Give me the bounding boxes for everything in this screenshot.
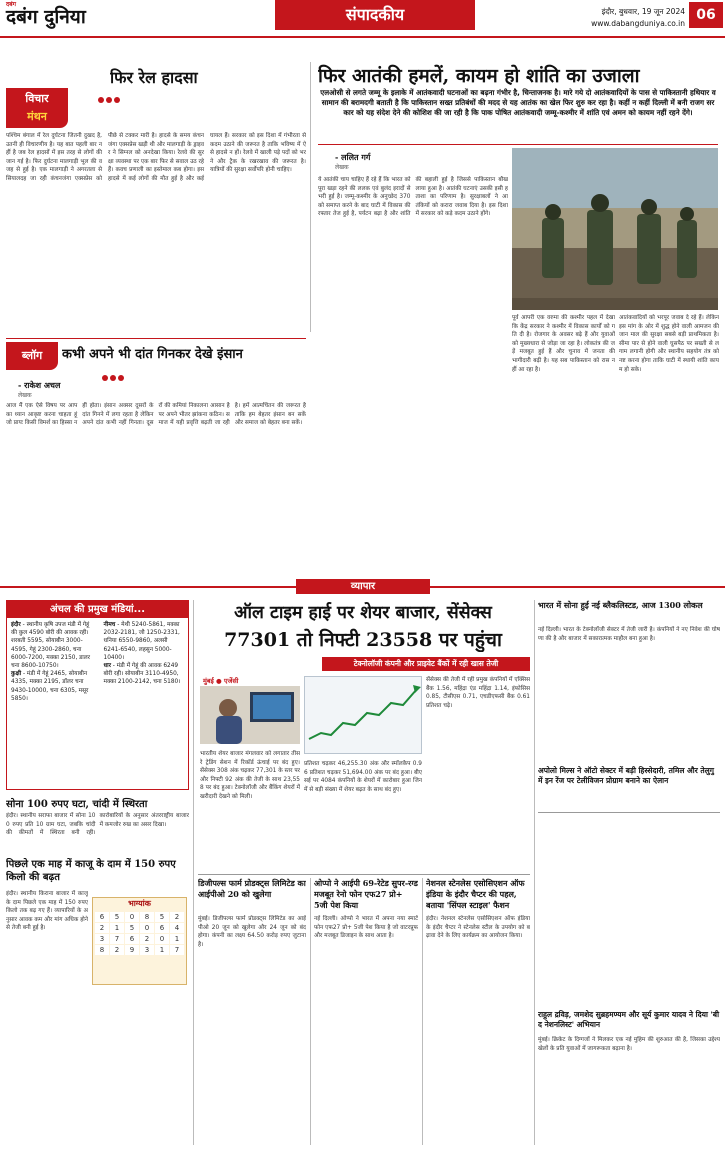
- right-col-subhead-2: राहुल द्रविड़, जमशेद सुब्रहमण्यम और सूर्य कुमार यादव ने दिया 'बी द नेशनलिस्ट' अभियान: [538, 1010, 720, 1029]
- right-col-body: नई दिल्ली। भारत के टेक्नोलॉजी सेक्टर में तेजी जारी है। कंपनियों ने नए निवेश की घोषणा की है और बाजार में सकारात्मक माहौल बना हुआ है।: [538, 627, 720, 642]
- bhav-cell: 2: [170, 912, 184, 922]
- blog-body: आज मैं एक ऐसे विषय पर आपका ध्यान आकृष्ट करना चाहता हूं जो प्रायः किसी विमर्श का हिस्सा नहीं होता। इंसान अक्सर दूसरों के दांत गिनने में लगा रहता है लेकिन अपने दांत कभी नहीं गिनता। दूसरों की कमियां निकालना आसान है पर अपने भीतर झांकना कठिन। समाज में यही प्रवृत्ति बढ़ती जा रही है। हमें आत्मचिंतन की जरूरत है ताकि हम बेहतर इंसान बन सकें और समाज को बेहतर बना सकें।: [6, 403, 306, 427]
- blog-author-name: - राकेश अचल: [18, 381, 61, 390]
- right-col-subhead-1: अपोलो मिल्स ने ऑटो सेक्टर में बड़ी हिस्सेदारी, तमिल और तेलुगु में इन रेंज पर टेलीविजन प्रोग्राम बनाने का ऐलान: [538, 766, 714, 785]
- market-dateline: मुंबई ● एजेंसी: [203, 677, 239, 685]
- right-col-body-2: मुंबई। क्रिकेट के दिग्गजों ने मिलकर एक नई मुहिम की शुरुआत की है, जिसका उद्देश्य खेलों के प्रति युवाओं में जागरूकता बढ़ाना है।: [538, 1037, 720, 1052]
- blog-headline: कभी अपने भी दांत गिनकर देखे इंसान: [62, 347, 243, 362]
- market-body-col1: भारतीय शेयर बाजार मंगलवार को लगातार तीसरे ट्रेडिंग सेशन में रिकॉर्ड ऊंचाई पर बंद हुए। सेंसेक्स 308 अंक चढ़कर 77,301 के स्तर पर और निफ्टी 92 अंक की तेजी के साथ 23,558 पर बंद हुआ। टेक्नोलॉजी और बैंकिंग शेयरों में खरीदारी देखने को मिली।: [200, 751, 300, 800]
- mandi-box: [6, 600, 189, 790]
- mandi-title: अंचल की प्रमुख मंडियां...: [7, 601, 188, 618]
- bhav-cell: 8: [140, 912, 154, 922]
- bhav-cell: 7: [170, 945, 184, 955]
- bhav-cell: 0: [140, 923, 154, 933]
- bhav-cell: 6: [125, 934, 139, 944]
- gold-headline: सोना 100 रुपए घटा, चांदी में स्थिरता: [6, 799, 148, 810]
- bhav-cell: 2: [110, 945, 124, 955]
- lead-rule: [318, 144, 718, 145]
- mandi-entry: [100, 621, 189, 662]
- blog-rule: [6, 338, 306, 339]
- blog-badge: ब्लॉग: [6, 342, 58, 370]
- lead-deck: एलओसी से लगते जम्मू के इलाके में आतंकवादी घटनाओं का बढ़ना गंभीर है, चिन्ताजनक है। मारे गये दो आतंकवादियों के पास से पाकिस्तानी हथियार व सामान की बरामदगी बताती है कि पाकिस्तान सख्त प्रतिबंधों की मदद से यह आतंक का खेल फिर शुरु कर रहा है। कहीं न कहीं दिल्ली में बनी राजग सरकार को यह संदेश देने की कोशिश की जा रही है कि पाक पोषित आतंकवादी जम्मू-कश्मीर में शांति एवं अमन को कायम नहीं रहने देंगे।: [320, 88, 716, 118]
- bhav-cell: 9: [125, 945, 139, 955]
- brand-logo: [6, 3, 86, 29]
- lead-headline: फिर आतंकी हमलें, कायम हो शांति का उजाला: [318, 65, 640, 87]
- bhav-cell: 1: [110, 923, 124, 933]
- news-body: मुंबई। डिजीपल्स फार्म प्रोडक्ट्स लिमिटेड का आईपीओ 20 जून को खुलेगा और 24 जून को बंद होगा। कंपनी का लक्ष्य 64.50 करोड़ रुपए जुटाना है।: [198, 916, 306, 948]
- masthead: [0, 0, 725, 38]
- lead-body-col3: आतंकवादियों को भरपूर जवाब दे रहे हैं। लेकिन इस मांग के ओर में शुद्ध होने वाली आमजन की जान माल की सुरक्षा सबसे बड़ी प्राथमिकता है। सीमा पार से होने वाली घुसपैठ पर सख्ती से लगाम लगानी होगी और स्थानीय सहयोग तंत्र को नष्ट करना होगा ताकि घाटी में स्थायी शांति कायम हो सके।: [619, 315, 719, 373]
- date-text: इंदौर, बुधवार, 19 जून 2024: [601, 7, 685, 16]
- column-divider: [310, 878, 311, 1145]
- news-body: नई दिल्ली। ओप्पो ने भारत में अपना नया स्मार्टफोन एफ27 प्रो+ 5जी पेश किया है जो वाटरप्रूफ और मजबूत डिजाइन के साथ आता है।: [314, 916, 418, 940]
- bhav-cell: 7: [110, 934, 124, 944]
- market-body-col2: प्रतिशत चढ़कर 46,255.30 अंक और स्मॉलकैप 0.96 प्रतिशत चढ़कर 51,694.00 अंक पर बंद हुआ। बीएसई पर 4084 कंपनियों के शेयरों में कारोबार हुआ जिनमें से बड़ी संख्या में शेयर बढ़त के साथ बंद हुए।: [304, 761, 422, 793]
- bhav-title: भाग्यांक: [128, 899, 151, 908]
- bhav-grid: [93, 910, 186, 957]
- lead-author-role: लेखक: [335, 164, 349, 171]
- vyapar-section-label: व्यापार: [296, 579, 430, 594]
- market-subhead: टेक्नोलॉजी कंपनी और प्राइवेट बैंकों में रही खास तेजी: [322, 657, 530, 671]
- lead-body-col2: पूर्व आपरी एक वरुमा की कश्मीर पहल में देखा कि केंद्र सरकार ने कश्मीर में विकास कार्यों को गति दी है। रोजगार के अवसर बढ़े हैं और युवाओं को मुख्यधारा से जोड़ा जा रहा है। लोकतंत्र की जड़ें मजबूत हुई हैं और चुनाव में जनता की भागीदारी बढ़ी है। यह सब पाकिस्तान को रास नहीं आ रहा है।: [512, 315, 615, 373]
- vichar-manthan-badge: [6, 88, 68, 128]
- cashew-body: इंदौर। स्थानीय किराना बाजार में काजू के दाम पिछले एक माह में 150 रुपए किलो तक बढ़ गए हैं। व्यापारियों के अनुसार आवक कम और मांग अधिक होने से तेजी बनी हुई है।: [6, 891, 88, 932]
- market-headline-1: ऑल टाइम हाई पर शेयर बाजार, सेंसेक्स: [234, 603, 492, 623]
- market-chart-illustration: [305, 677, 422, 754]
- page-number: 06: [689, 2, 723, 28]
- bhav-cell: 3: [95, 934, 109, 944]
- bhav-cell: 6: [155, 923, 169, 933]
- market-body-col3: सेंसेक्स की तेजी में रही प्रमुख कंपनियों में एक्सिस बैंक 1.56, महिंद्रा एंड महिंद्रा 1.14, इंफोसिस 0.85, टीसीएस 0.71, एचडीएफसी बैंक 0.61 प्रतिशत चढ़े।: [426, 677, 530, 709]
- mandi-entry-text: - मंडी में गेहूं 2465, सोयाबीन 4335, मक्का 2195, डॉलर चना 9430-10000, चना 6305, मसूर 5850।: [11, 671, 89, 702]
- lead-author-name: - ललित गर्ग: [335, 153, 371, 162]
- bhav-cell: 8: [95, 945, 109, 955]
- trader-photo: [200, 686, 300, 744]
- market-chart-graphic: [304, 676, 422, 754]
- mandi-list: [7, 618, 188, 786]
- editorial-body: पश्चिम बंगाल में रेल दुर्घटना जितनी दुखद है, उतनी ही विचारणीय है। यह बात पहली बार नहीं है जब रेल हादसों में इस तरह से लोगों की जान गई है। फिर दुर्घटना मालगाड़ी भूल की वजह से हुई है। एक मालगाड़ी ने अगरतला से सियालदह जा रही कंचनजंगा एक्सप्रेस को पीछे से टक्कर मारी है। हादसे के समय कंचनजंगा एक्सप्रेस खड़ी थी और मालगाड़ी के ड्राइवर ने सिग्नल को अनदेखा किया। रेलवे की सुरक्षा व्यवस्था पर एक बार फिर से सवाल उठ रहे हैं। कवच प्रणाली का इस्तेमाल कब होगा। इस हादसे में कई लोगों की मौत हुई है और कई घायल हैं। सरकार को इस दिशा में गंभीरता से कदम उठाने की जरूरत है ताकि भविष्य में ऐसे हादसे न हों। रेलवे में खाली पड़े पदों को भरने और ट्रैक के रखरखाव की जरूरत है। यात्रियों की सुरक्षा सर्वोपरि होनी चाहिए।: [6, 133, 306, 182]
- column-divider: [310, 62, 311, 332]
- mandi-entry-name: इंदौर: [11, 622, 21, 628]
- mandi-entry-name: कुक्षी: [11, 671, 22, 678]
- blog-author-role: लेखक: [18, 392, 32, 399]
- mandi-entry: [100, 662, 189, 687]
- brand-tagline: दबंग: [6, 1, 16, 8]
- mandi-entry-text: - मेथी 5240-5861, मक्का 2032-2181, जौ 1250-2331, धनिया 6550-9860, अलसी 6241-6540, लहसुन 5000-10400।: [103, 622, 180, 661]
- mandi-entry-text: - मंडी में गेहूं की आवक 6249 बोरी रही। सोयाबीन 3110-4950, मक्का 2100-2142, चना 5180।: [103, 663, 181, 686]
- editorial-divider-dots: [98, 88, 122, 94]
- right-col-headline: भारत में सोना हुई नई ब्लैकलिस्टड, आज 1300 लोकल: [538, 600, 703, 610]
- news-rule: [198, 874, 530, 875]
- website-text: www.dabangduniya.co.in: [591, 19, 685, 28]
- bhav-cell: 0: [125, 912, 139, 922]
- lead-author: [335, 152, 370, 171]
- bhav-cell: 0: [155, 934, 169, 944]
- market-headline-2: 77301 तो निफ्टी 23558 पर पहुंचा: [224, 629, 502, 651]
- news-headline: डिजीपल्स फार्म प्रोडक्ट्स लिमिटेड का आईपीओ 20 को खुलेगा: [198, 878, 306, 899]
- bhav-cell: 5: [110, 912, 124, 922]
- column-divider: [193, 600, 194, 1145]
- editorial-headline: फिर रेल हादसा: [110, 68, 198, 87]
- bhav-cell: 5: [155, 912, 169, 922]
- gold-body: इंदौर। स्थानीय सराफा बाजार में सोना 100 रुपए प्रति 10 ग्राम घटा, जबकि चांदी की कीमतों में स्थिरता बनी रही। कारोबारियों के अनुसार अंतरराष्ट्रीय बाजार में कमजोर रुख का असर दिखा।: [6, 813, 189, 837]
- mandi-entry-text: - स्थानीय कृषि उपज मंडी में गेहूं की कुल 4590 बोरी की आवक रही। शरबती 5595, सोयाबीन 3000-4595, गेहूं 2300-2860, चना 6000-7200, मक्का 2150, डालर चना 8600-10750।: [11, 622, 91, 670]
- brand-name: दबंग दुनिया: [6, 6, 86, 28]
- cashew-headline: पिछले एक माह में काजू के दाम में 150 रुपए किलो की बढ़त: [6, 859, 176, 883]
- trader-photo-illustration: [200, 686, 300, 744]
- mandi-entry-name: नीमच: [103, 622, 116, 628]
- bhav-cell: 2: [95, 923, 109, 933]
- right-col-rule: [538, 812, 720, 813]
- section-banner: संपादकीय: [275, 0, 475, 30]
- news-headline: ओप्पो ने आईपी 69-रेटेड सुपर-रग्ड मजबूत रेनो फोन एफ27 प्रो+ 5जी पेश किया: [314, 878, 418, 910]
- blog-author: [18, 380, 60, 399]
- soldiers-photo-illustration: [512, 148, 718, 310]
- mandi-entry: [7, 670, 96, 703]
- column-divider: [422, 878, 423, 1145]
- lead-body-col1: ये आतंकी चाय चाहिए हैं रहे हैं कि भारत को पूरा खड़ा रहने की ललक एवं बुलंद इरादों से भरी हुई है। जम्मू-कश्मीर के अनुच्छेद 370 को समाप्त करने के बाद घाटी में विकास की रफ्तार तेज हुई है, पर्यटन बढ़ा है और शांति की बहाली हुई है जिससे पाकिस्तान बौखलाया हुआ है। आतंकी घटनाएं उसकी इसी हताशा का परिणाम है। सुरक्षाबलों ने आतंकियों को करारा जवाब दिया है। इस दिशा में सरकार को कड़े कदम उठाने होंगे।: [318, 177, 508, 218]
- bhav-cell: 1: [170, 934, 184, 944]
- lead-photo: [512, 148, 718, 310]
- blog-divider-dots: [102, 366, 126, 372]
- mandi-entry-name: धार: [103, 663, 111, 670]
- bhav-cell: 2: [140, 934, 154, 944]
- news-body: इंदौर। नेशनल स्टेनलेस एसोसिएशन ऑफ इंडिया के इंदौर चैप्टर ने स्टेनलेस स्टील के उपयोग को बढ़ावा देने के लिए कार्यक्रम का आयोजन किया।: [426, 916, 530, 940]
- bhav-cell: 1: [155, 945, 169, 955]
- bhav-cell: 3: [140, 945, 154, 955]
- bhav-cell: 4: [170, 923, 184, 933]
- bhav-box: [92, 897, 187, 985]
- mandi-entry: [7, 621, 96, 670]
- bhav-cell: 5: [125, 923, 139, 933]
- badge-vichar-text: विचार: [25, 92, 49, 105]
- column-divider: [534, 600, 535, 1145]
- dateline: [591, 6, 685, 30]
- news-headline: नेशनल स्टेनलेस एसोसिएशन ऑफ इंडिया के इंदौर चैप्टर की पहल, बताया 'सिंपल स्टाइल' फैशन: [426, 878, 525, 910]
- badge-manthan-text: मंथन: [27, 110, 47, 123]
- bhav-cell: 6: [95, 912, 109, 922]
